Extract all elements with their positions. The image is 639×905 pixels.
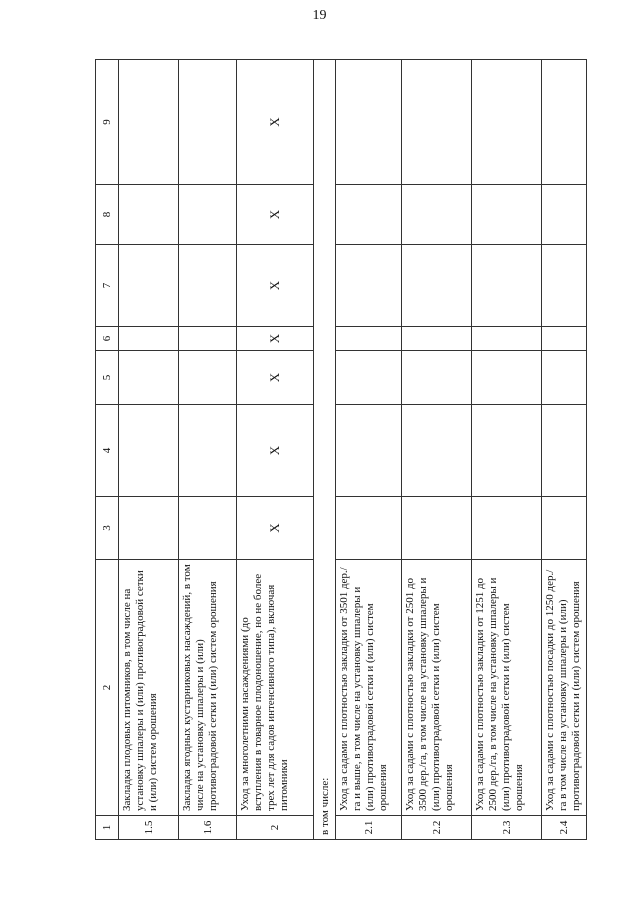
table-cell	[336, 327, 402, 351]
table-cell	[402, 351, 472, 405]
table-cell	[402, 60, 472, 185]
table-cell	[402, 327, 472, 351]
table-cell: X	[237, 327, 314, 351]
row-number: 2.3	[472, 816, 542, 840]
table-cell	[402, 185, 472, 245]
row-description: Уход за садами с плотностью посадки до 1250 дер./га в том числе на установку шпалеры и (или) противоградовой сетки и (или) систем орошения	[542, 560, 587, 816]
table-cell	[179, 245, 237, 327]
table-cell: X	[237, 60, 314, 185]
table-cell	[542, 405, 587, 497]
row-description: Закладка плодовых питомников, в том числе на установку шпалеры и (или) противоградовой сетки и (или) систем орошения	[119, 560, 179, 816]
row-description: Уход за многолетними насаждениями (до вступления в товарное плодоношение, но не более трех лет для садов интенсивного типа), включая питомники	[237, 560, 314, 816]
table-cell	[402, 405, 472, 497]
header-row	[96, 60, 119, 840]
col-header: 4	[96, 405, 119, 497]
table-cell	[542, 327, 587, 351]
col-header: 5	[96, 351, 119, 405]
col-header: 2	[96, 560, 119, 816]
table-cell	[472, 185, 542, 245]
col-header: 9	[96, 60, 119, 185]
col-header: 8	[96, 185, 119, 245]
table-cell	[336, 245, 402, 327]
row-description: Уход за садами с плотностью закладки от 1251 до 2500 дер./га, в том числе на установку шпалеры и (или) противоградовой сетки и (или) систем орошения	[472, 560, 542, 816]
table-row	[472, 60, 542, 840]
table-cell	[336, 351, 402, 405]
table-cell	[179, 60, 237, 185]
table-cell	[119, 351, 179, 405]
table-row	[336, 60, 402, 840]
table-row	[402, 60, 472, 840]
col-header: 6	[96, 327, 119, 351]
table-cell	[119, 405, 179, 497]
section-row	[314, 60, 336, 840]
table-cell	[119, 245, 179, 327]
table-row	[179, 60, 237, 840]
col-header: 1	[96, 816, 119, 840]
row-number: 2	[237, 816, 314, 840]
data-table	[95, 59, 587, 840]
table-cell: X	[237, 497, 314, 560]
table-cell	[402, 245, 472, 327]
row-number: 2.4	[542, 816, 587, 840]
row-number: 1.5	[119, 816, 179, 840]
table-row	[119, 60, 179, 840]
table-cell	[119, 60, 179, 185]
table-cell	[472, 497, 542, 560]
row-description: Уход за садами с плотностью закладки от 3501 дер./га и выше, в том числе на установку шпалеры и (или) противоградовой сетки и (или) систем орошения	[336, 560, 402, 816]
table-cell: X	[237, 185, 314, 245]
row-number: 1.6	[179, 816, 237, 840]
table-cell	[402, 497, 472, 560]
table-cell	[179, 327, 237, 351]
col-header: 3	[96, 497, 119, 560]
table-cell	[119, 327, 179, 351]
table-cell	[179, 185, 237, 245]
table-cell	[472, 405, 542, 497]
table-cell	[472, 245, 542, 327]
table-cell	[179, 497, 237, 560]
table-cell	[336, 497, 402, 560]
section-label: в том числе:	[314, 60, 336, 840]
table-row	[237, 60, 314, 840]
col-header: 7	[96, 245, 119, 327]
table-cell: X	[237, 405, 314, 497]
table-cell	[542, 497, 587, 560]
table-cell	[119, 185, 179, 245]
row-number: 2.2	[402, 816, 472, 840]
table-cell: X	[237, 351, 314, 405]
table-cell	[179, 405, 237, 497]
table-cell	[336, 60, 402, 185]
row-number: 2.1	[336, 816, 402, 840]
table-cell: X	[237, 245, 314, 327]
row-description: Закладка ягодных кустарниковых насаждений, в том числе на установку шпалеры и (или) противоградовой сетки и (или) систем орошения	[179, 560, 237, 816]
table-cell	[542, 245, 587, 327]
table-cell	[119, 497, 179, 560]
table-row	[542, 60, 587, 840]
table-cell	[542, 60, 587, 185]
table-cell	[472, 327, 542, 351]
table-cell	[542, 351, 587, 405]
table-cell	[472, 351, 542, 405]
row-description: Уход за садами с плотностью закладки от 2501 до 3500 дер./га, в том числе на установку шпалеры и (или) противоградовой сетки и (или) систем орошения	[402, 560, 472, 816]
table-cell	[179, 351, 237, 405]
rotated-table-container	[95, 60, 585, 840]
table-cell	[542, 185, 587, 245]
table-cell	[336, 405, 402, 497]
table-cell	[472, 60, 542, 185]
table-cell	[336, 185, 402, 245]
page-number: 19	[312, 8, 327, 23]
